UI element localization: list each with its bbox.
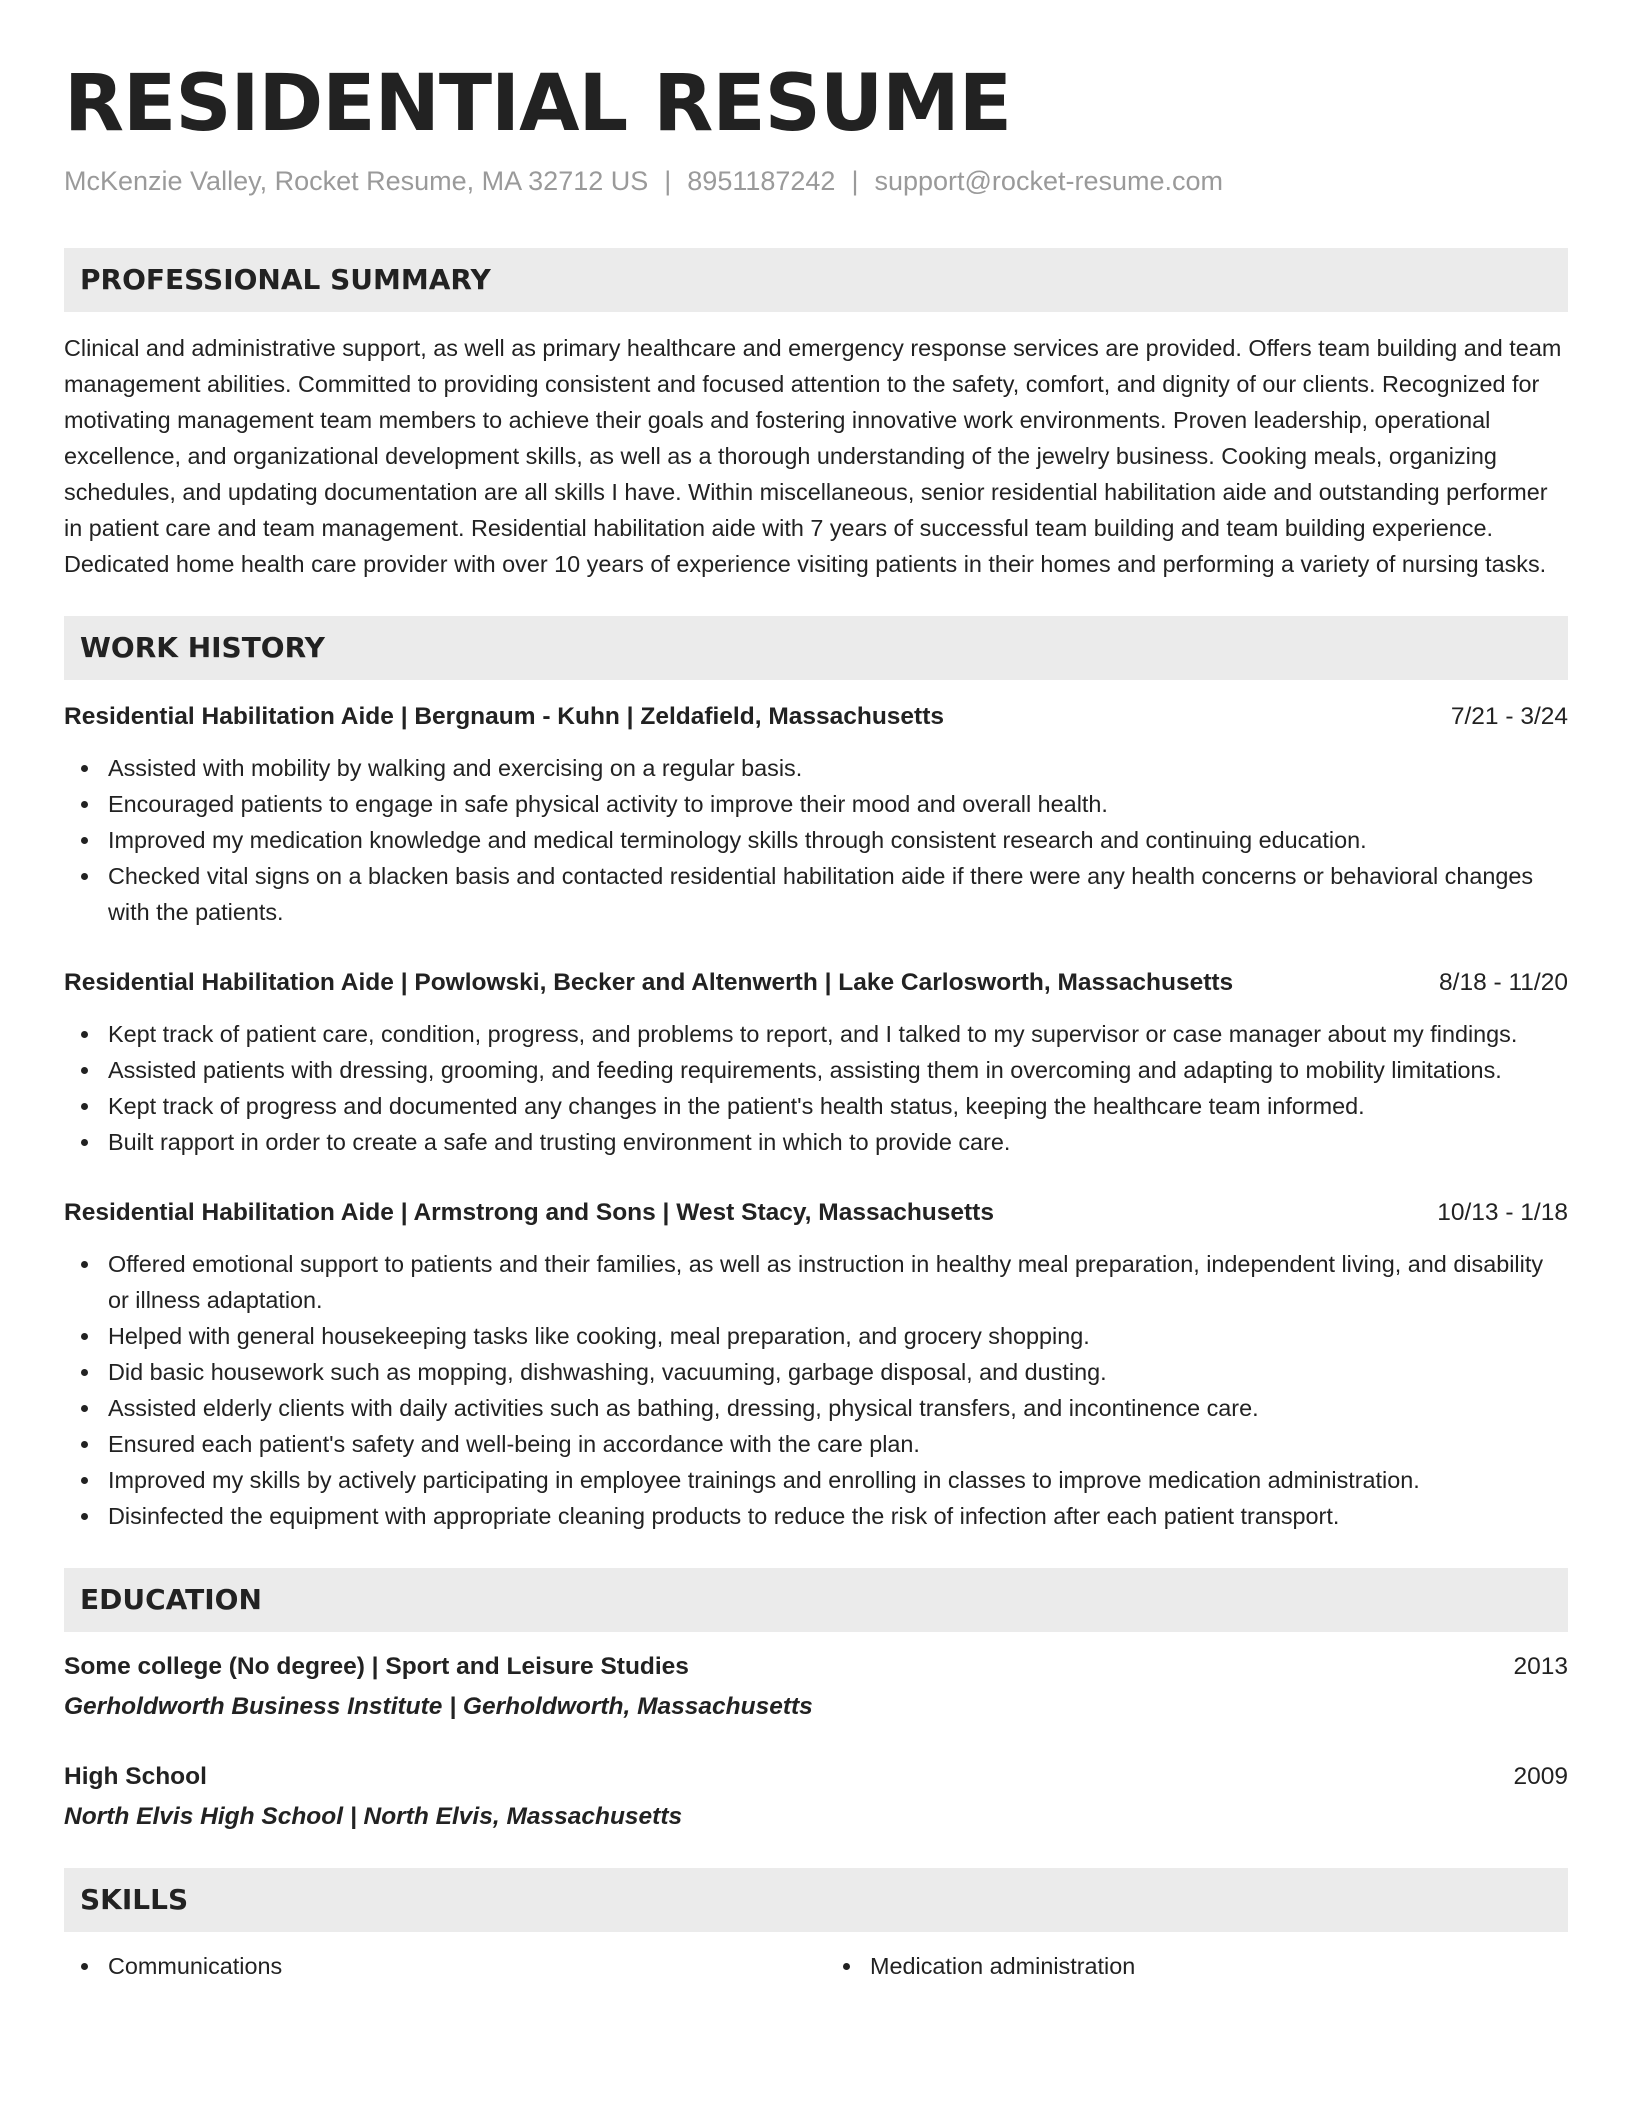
job-header	[64, 1196, 1568, 1230]
job-bullet: Offered emotional support to patients and their families, as well as instruction in healthy meal preparation, independent living, and disability or illness adaptation.	[64, 1246, 1568, 1318]
job-bullet: Checked vital signs on a blacken basis and contacted residential habilitation aide if there were any health concerns or behavioral changes with the patients.	[64, 858, 1568, 930]
job-bullet: Disinfected the equipment with appropriate cleaning products to reduce the risk of infection after each patient transport.	[64, 1498, 1568, 1534]
education-header	[64, 1650, 1568, 1684]
job-title: Residential Habilitation Aide | Bergnaum - Kuhn | Zeldafield, Massachusetts	[64, 703, 944, 730]
education-entry	[64, 1650, 1568, 1724]
skills-column-left	[64, 1948, 806, 1984]
education-year: 2009	[1513, 1763, 1568, 1790]
job-bullet: Helped with general housekeeping tasks like cooking, meal preparation, and grocery shopping.	[64, 1318, 1568, 1354]
section-header-summary: PROFESSIONAL SUMMARY	[64, 248, 1568, 312]
job-bullets	[64, 1016, 1568, 1160]
contact-separator: |	[851, 166, 859, 196]
contact-email: support@rocket-resume.com	[874, 166, 1223, 196]
job-bullet: Did basic housework such as mopping, dishwashing, vacuuming, garbage disposal, and dusting.	[64, 1354, 1568, 1390]
skills-list	[64, 1948, 1568, 1984]
job-bullets	[64, 1246, 1568, 1534]
education-header	[64, 1760, 1568, 1794]
job-bullet: Kept track of patient care, condition, progress, and problems to report, and I talked to my supervisor or case manager about my findings.	[64, 1016, 1568, 1052]
job-bullet: Built rapport in order to create a safe and trusting environment in which to provide care.	[64, 1124, 1568, 1160]
resume-title: RESIDENTIAL RESUME	[64, 59, 1012, 149]
job-title: Residential Habilitation Aide | Powlowski, Becker and Altenwerth | Lake Carlosworth, Massachusetts	[64, 969, 1234, 996]
job-bullet: Kept track of progress and documented any changes in the patient's health status, keeping the healthcare team informed.	[64, 1088, 1568, 1124]
skills-column-right	[826, 1948, 1568, 1984]
education-degree: High School	[64, 1763, 207, 1790]
job-title: Residential Habilitation Aide | Armstrong and Sons | West Stacy, Massachusetts	[64, 1199, 994, 1226]
section-header-skills: SKILLS	[64, 1868, 1568, 1932]
education-entry	[64, 1760, 1568, 1834]
job-bullets	[64, 750, 1568, 930]
resume-page	[64, 58, 1568, 1984]
section-header-education: EDUCATION	[64, 1568, 1568, 1632]
job-header	[64, 966, 1568, 1000]
contact-address: McKenzie Valley, Rocket Resume, MA 32712 US	[64, 166, 649, 196]
job-bullet: Assisted elderly clients with daily activities such as bathing, dressing, physical transfers, and incontinence care.	[64, 1390, 1568, 1426]
education-year: 2013	[1513, 1653, 1568, 1680]
section-header-work-history: WORK HISTORY	[64, 616, 1568, 680]
job-entry	[64, 1196, 1568, 1534]
skill-item: Medication administration	[826, 1948, 1568, 1984]
contact-phone: 8951187242	[687, 166, 836, 196]
job-bullet: Assisted with mobility by walking and exercising on a regular basis.	[64, 750, 1568, 786]
education-degree: Some college (No degree) | Sport and Leisure Studies	[64, 1653, 689, 1680]
skill-item: Communications	[64, 1948, 806, 1984]
job-header	[64, 700, 1568, 734]
job-entry	[64, 966, 1568, 1160]
job-dates: 10/13 - 1/18	[1437, 1199, 1568, 1226]
job-dates: 8/18 - 11/20	[1439, 969, 1568, 996]
job-bullet: Encouraged patients to engage in safe physical activity to improve their mood and overall health.	[64, 786, 1568, 822]
job-bullet: Assisted patients with dressing, grooming, and feeding requirements, assisting them in overcoming and adapting to mobility limitations.	[64, 1052, 1568, 1088]
job-bullet: Improved my medication knowledge and medical terminology skills through consistent research and continuing education.	[64, 822, 1568, 858]
contact-separator: |	[664, 166, 672, 196]
summary-text: Clinical and administrative support, as well as primary healthcare and emergency response services are provided. Offers team building and team management abilities. Committed to providing consistent and focused attention to the safety, comfort, and dignity of our clients. Recognized for motivating management team members to achieve their goals and fostering innovative work environments. Proven leadership, operational excellence, and organizational development skills, as well as a thorough understanding of the jewelry business. Cooking meals, organizing schedules, and updating documentation are all skills I have. Within miscellaneous, senior residential habilitation aide and outstanding performer in patient care and team management. Residential habilitation aide with 7 years of successful team building and team building experience. Dedicated home health care provider with over 10 years of experience visiting patients in their homes and performing a variety of nursing tasks.	[64, 335, 1562, 577]
job-bullet: Ensured each patient's safety and well-being in accordance with the care plan.	[64, 1426, 1568, 1462]
job-dates: 7/21 - 3/24	[1450, 703, 1568, 730]
job-bullet: Improved my skills by actively participating in employee trainings and enrolling in classes to improve medication administration.	[64, 1462, 1568, 1498]
education-school: Gerholdworth Business Institute | Gerholdworth, Massachusetts	[64, 1693, 813, 1720]
education-school: North Elvis High School | North Elvis, Massachusetts	[64, 1803, 683, 1830]
job-entry	[64, 700, 1568, 930]
contact-line	[64, 164, 1568, 198]
